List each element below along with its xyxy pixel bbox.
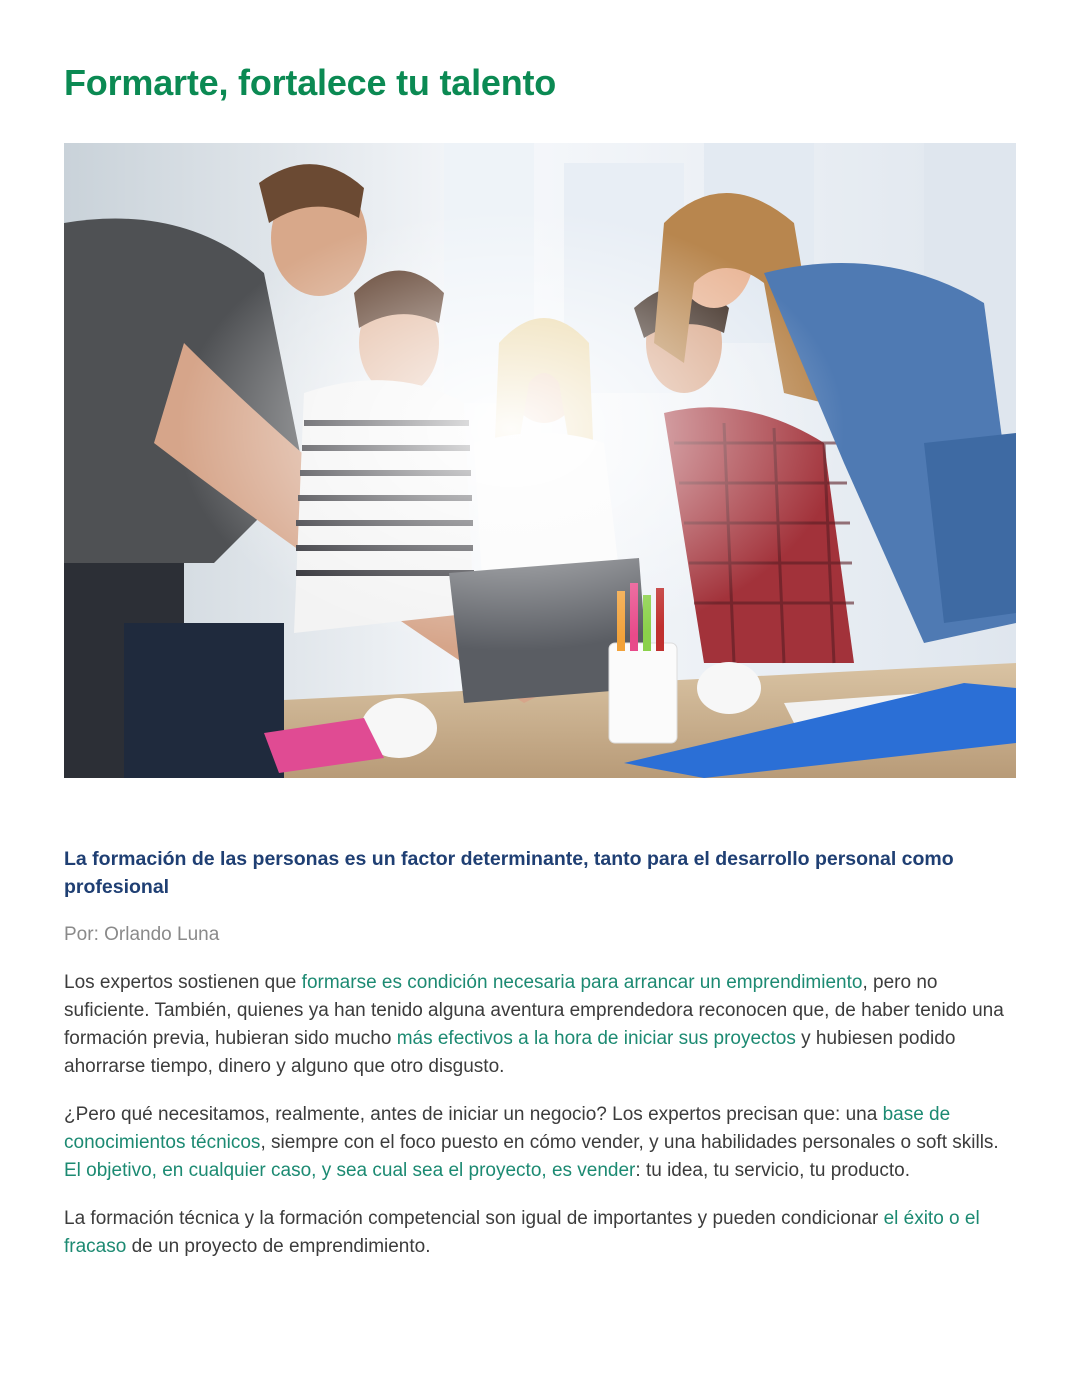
inline-link[interactable]: el éxito o el fracaso: [64, 1208, 980, 1257]
inline-link[interactable]: base de conocimientos técnicos: [64, 1104, 951, 1153]
paragraph-text: de un proyecto de emprendimiento.: [126, 1236, 431, 1257]
inline-link[interactable]: formarse es condición necesaria para arrancar un emprendimiento: [301, 972, 863, 993]
paragraph-text: : tu idea, tu servicio, tu producto.: [635, 1160, 910, 1181]
article-subtitle: La formación de las personas es un factor determinante, tanto para el desarrollo personal como profesional: [64, 848, 954, 898]
inline-link[interactable]: más efectivos a la hora de iniciar sus proyectos: [396, 1028, 796, 1049]
article-body: [64, 969, 1016, 1281]
paragraph-text: , siempre con el foco puesto en cómo vender, y una habilidades personales o soft skills.: [260, 1132, 999, 1153]
hero-illustration: [64, 143, 1016, 778]
paragraph-text: Los expertos sostienen que: [64, 972, 302, 993]
paragraph-text: ¿Pero qué necesitamos, realmente, antes de iniciar un negocio? Los expertos precisan que: una: [64, 1104, 883, 1125]
hero-image: [64, 143, 1016, 778]
paragraph-text: y hubiesen podido ahorrarse tiempo, dinero y alguno que otro disgusto.: [64, 1028, 956, 1077]
inline-link[interactable]: El objetivo, en cualquier caso, y sea cual sea el proyecto, es vender: [64, 1160, 636, 1181]
paragraph-text: La formación técnica y la formación competencial son igual de importantes y pueden condicionar: [64, 1208, 884, 1229]
paragraph: [64, 1101, 1016, 1185]
paragraph: [64, 1205, 1016, 1261]
article-title: Formarte, fortalece tu talento: [64, 62, 557, 103]
paragraph-text: , pero no suficiente. También, quienes ya han tenido alguna aventura emprendedora reconocen que, de haber tenido una formación previa, hubieran sido mucho: [64, 972, 1004, 1049]
paragraph: [64, 969, 1016, 1081]
article-byline: Por: Orlando Luna: [64, 924, 220, 945]
